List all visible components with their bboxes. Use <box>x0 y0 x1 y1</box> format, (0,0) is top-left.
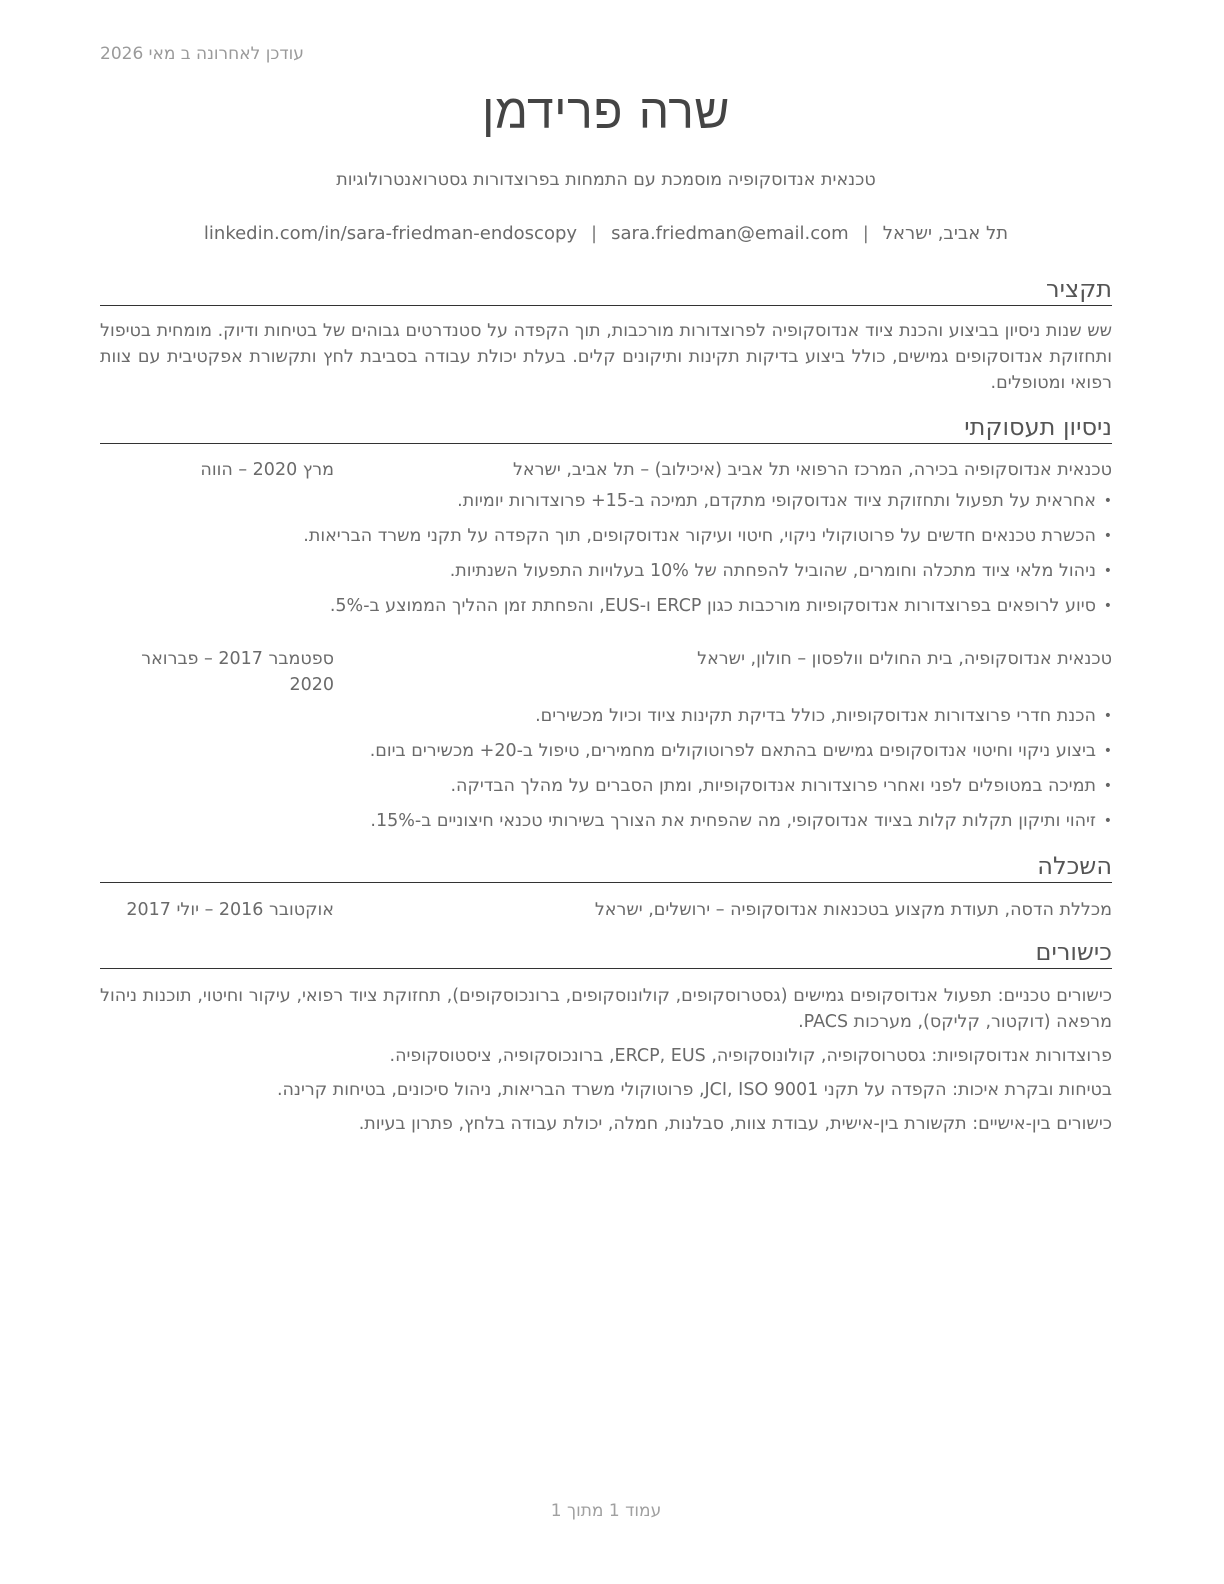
bullet-item: • הכנת חדרי פרוצדורות אנדוסקופיות, כולל בדיקת תקינות ציוד וכיול מכשירים. <box>100 703 1112 729</box>
last-updated-note: עודכן לאחרונה ב מאי 2026 <box>100 44 304 64</box>
bullet-item: • ניהול מלאי ציוד מתכלה וחומרים, שהוביל להפחתה של 10% בעלויות התפעול השנתיות. <box>100 558 1112 584</box>
candidate-name: שרה פרידמן <box>482 84 730 140</box>
section-title-skills: כישורים <box>100 937 1112 969</box>
bullet-item: • הכשרת טכנאים חדשים על פרוטוקולי ניקוי, חיטוי ועיקור אנדוסקופים, תוך הקפדה על תקני משרד הבריאות. <box>100 523 1112 549</box>
bullet-item: • תמיכה במטופלים לפני ואחרי פרוצדורות אנדוסקופיות, ומתן הסברים על מהלך הבדיקה. <box>100 773 1112 799</box>
job-dates: ספטמבר 2017 – פברואר 2020 <box>141 649 334 695</box>
contact-linkedin[interactable]: linkedin.com/in/sara-friedman-endoscopy <box>203 223 578 244</box>
bullet-item: • ביצוע ניקוי וחיטוי אנדוסקופים גמישים בהתאם לפרוטוקולים מחמירים, טיפול ב-20+ מכשירים ביום. <box>100 738 1112 764</box>
contact-line <box>100 223 1112 244</box>
skill-item: פרוצדורות אנדוסקופיות: גסטרוסקופיה, קולונוסקופיה, ERCP, EUS, ברונכוסקופיה, ציסטוסקופיה. <box>389 1046 1112 1066</box>
bullet-dot-icon: • <box>1103 778 1112 794</box>
bullet-item: • אחראית על תפעול ותחזוקת ציוד אנדוסקופי מתקדם, תמיכה ב-15+ פרוצדורות יומיות. <box>100 488 1112 514</box>
bullet-dot-icon: • <box>1103 493 1112 509</box>
contact-email[interactable]: sara.friedman@email.com <box>611 223 849 244</box>
job-bullets <box>100 703 1112 843</box>
section-title-summary: תקציר <box>100 274 1112 306</box>
bullet-item: • זיהוי ותיקון תקלות קלות בציוד אנדוסקופי, מה שהפחית את הצורך בשירותי טכנאי חיצוניים ב-15%. <box>100 808 1112 834</box>
job-dates: מרץ 2020 – הווה <box>200 460 334 480</box>
contact-separator: | <box>591 223 598 244</box>
resume-page <box>100 0 1112 1584</box>
bullet-dot-icon: • <box>1103 528 1112 544</box>
summary-text: שש שנות ניסיון בביצוע והכנת ציוד אנדוסקופיה לפרוצדורות מורכבות, תוך הקפדה על סטנדרטים גבוהים של בטיחות ודיוק. מומחית בטיפול ותחזוקת אנדוסקופים גמישים, כולל ביצוע בדיקות תקינות ותיקונים קלים. בעלת יכולת עבודה בסביבת לחץ ותקשורת אפקטיבית עם צוות רפואי ומטופלים. <box>100 321 1112 393</box>
page-indicator: עמוד 1 מתוך 1 <box>550 1501 662 1521</box>
skill-item: כישורים טכניים: תפעול אנדוסקופים גמישים (גסטרוסקופים, קולונוסקופים, ברונכוסקופים), תחזוקת ציוד רפואי, עיקור וחיטוי, תוכנות ניהול מרפאה (דוקטור, קליקס), מערכות PACS. <box>100 986 1112 1032</box>
education-title: מכללת הדסה, תעודת מקצוע בטכנאות אנדוסקופיה – ירושלים, ישראל <box>594 900 1112 920</box>
skill-item: כישורים בין-אישיים: תקשורת בין-אישית, עבודת צוות, סבלנות, חמלה, יכולת עבודה בלחץ, פתרון בעיות. <box>358 1114 1112 1134</box>
contact-separator: | <box>862 223 869 244</box>
candidate-tagline: טכנאית אנדוסקופיה מוסמכת עם התמחות בפרוצדורות גסטרואנטרולוגיות <box>336 170 876 190</box>
bullet-dot-icon: • <box>1103 708 1112 724</box>
bullet-dot-icon: • <box>1103 563 1112 579</box>
bullet-dot-icon: • <box>1103 598 1112 614</box>
job-bullets <box>100 488 1112 628</box>
bullet-item: • סיוע לרופאים בפרוצדורות אנדוסקופיות מורכבות כגון ERCP ו-EUS, והפחתת זמן ההליך הממוצע ב-5%. <box>100 593 1112 619</box>
section-title-education: השכלה <box>100 851 1112 883</box>
bullet-dot-icon: • <box>1103 743 1112 759</box>
contact-location: תל אביב, ישראל <box>882 223 1009 244</box>
skill-item: בטיחות ובקרת איכות: הקפדה על תקני JCI, ISO 9001, פרוטוקולי משרד הבריאות, ניהול סיכונים, בטיחות קרינה. <box>276 1080 1112 1100</box>
job-title: טכנאית אנדוסקופיה בכירה, המרכז הרפואי תל אביב (איכילוב) – תל אביב, ישראל <box>512 460 1112 480</box>
section-title-experience: ניסיון תעסוקתי <box>100 412 1112 444</box>
job-title: טכנאית אנדוסקופיה, בית החולים וולפסון – חולון, ישראל <box>697 649 1112 669</box>
education-dates: אוקטובר 2016 – יולי 2017 <box>126 900 334 920</box>
bullet-dot-icon: • <box>1103 813 1112 829</box>
